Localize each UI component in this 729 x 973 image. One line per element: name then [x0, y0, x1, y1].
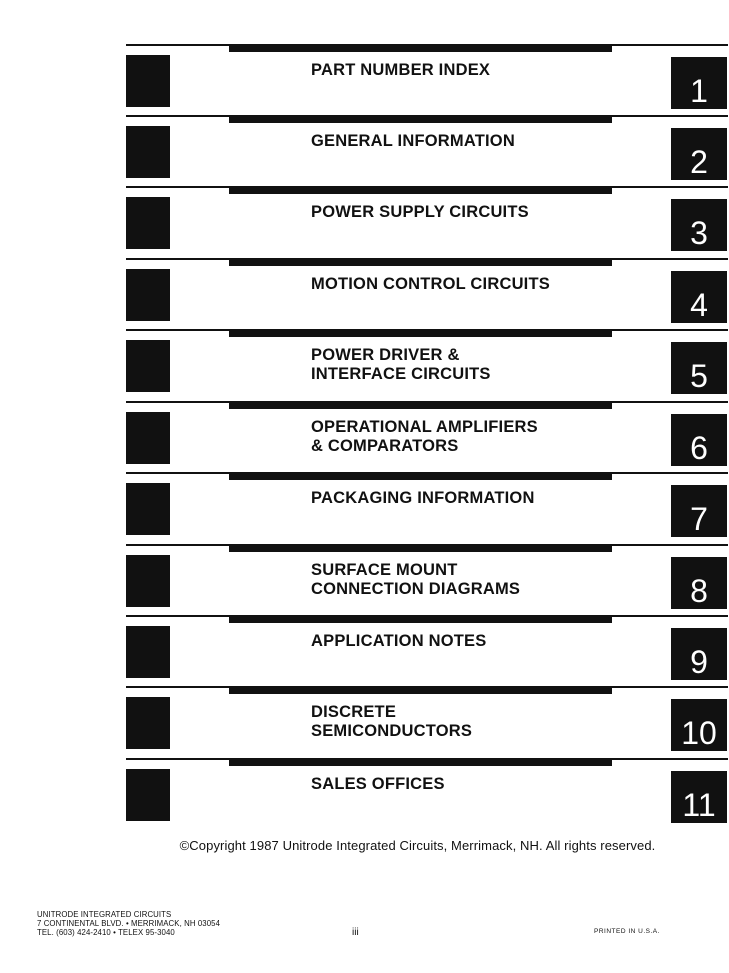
section-number-tab: 7 — [671, 485, 727, 537]
header-bar — [229, 45, 612, 52]
section-title: PART NUMBER INDEX — [311, 61, 491, 79]
header-bar — [229, 687, 612, 694]
section-title: POWER DRIVER & INTERFACE CIRCUITS — [311, 346, 491, 383]
header-bar — [229, 187, 612, 194]
header-bar — [229, 116, 612, 123]
section-number-tab: 9 — [671, 628, 727, 680]
section-number-tab: 4 — [671, 271, 727, 323]
left-tab-block — [126, 55, 170, 107]
section-11 — [0, 758, 729, 829]
left-tab-block — [126, 340, 170, 392]
left-tab-block — [126, 126, 170, 178]
section-10 — [0, 686, 729, 757]
section-8 — [0, 544, 729, 615]
section-title: PACKAGING INFORMATION — [311, 489, 535, 507]
section-1 — [0, 44, 729, 115]
left-tab-block — [126, 483, 170, 535]
printed-in-label: PRINTED IN U.S.A. — [594, 928, 660, 935]
left-tab-block — [126, 197, 170, 249]
header-bar — [229, 759, 612, 766]
section-9 — [0, 615, 729, 686]
section-title: GENERAL INFORMATION — [311, 132, 515, 150]
section-7 — [0, 472, 729, 543]
header-bar — [229, 259, 612, 266]
section-number-tab: 8 — [671, 557, 727, 609]
section-number-tab: 11 — [671, 771, 727, 823]
page-number: iii — [352, 927, 359, 938]
address-line-3: TEL. (603) 424-2410 • TELEX 95-3040 — [37, 928, 175, 937]
address-line-2: 7 CONTINENTAL BLVD. • MERRIMACK, NH 03054 — [37, 919, 221, 928]
header-bar — [229, 402, 612, 409]
section-number-tab: 2 — [671, 128, 727, 180]
header-bar — [229, 616, 612, 623]
section-6 — [0, 401, 729, 472]
section-number-tab: 6 — [671, 414, 727, 466]
header-bar — [229, 473, 612, 480]
section-number-tab: 10 — [671, 699, 727, 751]
section-title: MOTION CONTROL CIRCUITS — [311, 275, 550, 293]
address-line-1: UNITRODE INTEGRATED CIRCUITS — [37, 910, 172, 919]
company-address — [37, 910, 220, 937]
header-bar — [229, 545, 612, 552]
header-bar — [229, 330, 612, 337]
left-tab-block — [126, 555, 170, 607]
left-tab-block — [126, 269, 170, 321]
left-tab-block — [126, 697, 170, 749]
section-title: SURFACE MOUNT CONNECTION DIAGRAMS — [311, 561, 521, 598]
copyright-text: ©Copyright 1987 Unitrode Integrated Circuits, Merrimack, NH. All rights reserved. — [179, 838, 656, 853]
section-3 — [0, 186, 729, 257]
left-tab-block — [126, 412, 170, 464]
section-title: POWER SUPPLY CIRCUITS — [311, 203, 529, 221]
section-title: SALES OFFICES — [311, 775, 445, 793]
section-title: DISCRETE SEMICONDUCTORS — [311, 703, 473, 740]
left-tab-block — [126, 769, 170, 821]
section-5 — [0, 329, 729, 400]
section-2 — [0, 115, 729, 186]
section-title: APPLICATION NOTES — [311, 632, 487, 650]
section-number-tab: 3 — [671, 199, 727, 251]
section-number-tab: 5 — [671, 342, 727, 394]
section-title: OPERATIONAL AMPLIFIERS & COMPARATORS — [311, 418, 538, 455]
section-number-tab: 1 — [671, 57, 727, 109]
section-4 — [0, 258, 729, 329]
left-tab-block — [126, 626, 170, 678]
copyright-notice — [0, 838, 729, 853]
